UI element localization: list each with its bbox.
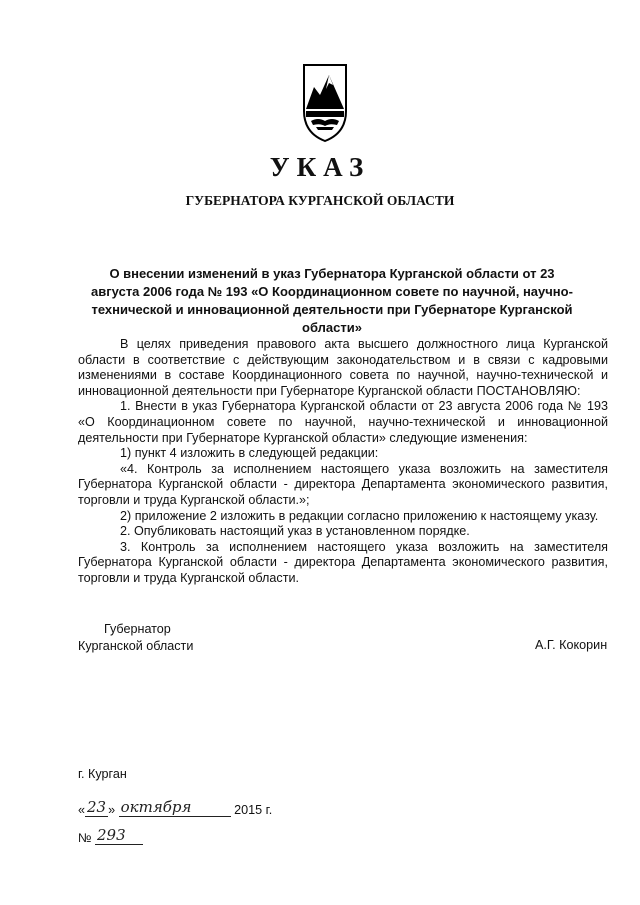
date-open-quote: « bbox=[78, 803, 86, 817]
city-label: г. Курган bbox=[78, 767, 127, 781]
clause-1: 1. Внести в указ Губернатора Курганской области от 23 августа 2006 года № 193 «О Координационном совете по научной, научно-технической и инновационной деятельности при Губернаторе Курганской области» следующие изменения: bbox=[78, 399, 608, 445]
signatory-name: А.Г. Кокорин bbox=[535, 638, 608, 652]
clause-3: 3. Контроль за исполнением настоящего указа возложить на заместителя Губернатора Курганской области - директора Департамента экономического развития, торговли и труда Курганской области. bbox=[78, 539, 608, 585]
date-year: 2015 г. bbox=[234, 803, 273, 817]
clause-1-subitem-2: 2) приложение 2 изложить в редакции согласно приложению к настоящему указу. bbox=[120, 508, 599, 523]
number-line bbox=[78, 826, 143, 848]
preamble-paragraph: В целях приведения правового акта высшего должностного лица Курганской области в соответствие с действующим законодательством и в связи с кадровыми изменениями в составе Координационного совета по научной, научно-технической и инновационной деятельности при Губернаторе Курганской области ПОСТАНОВЛЯЮ: bbox=[78, 337, 608, 398]
date-day-handwritten: 23 bbox=[87, 798, 107, 816]
number-value-handwritten: 293 bbox=[95, 826, 143, 845]
signature-position-line2: Курганской области bbox=[78, 639, 194, 653]
signature-position bbox=[78, 621, 193, 655]
date-month-handwritten: октября bbox=[119, 798, 231, 817]
document-title: УКАЗ bbox=[269, 152, 371, 182]
decree-body bbox=[78, 337, 608, 587]
number-label: № bbox=[78, 831, 92, 845]
clause-1-quoted-text: «4. Контроль за исполнением настоящего указа возложить на заместителя Губернатора Курганской области - директора Департамента экономического развития, торговли и труда Курганской области.»; bbox=[78, 461, 608, 507]
date-close-quote: » bbox=[108, 803, 116, 817]
date-line bbox=[78, 798, 272, 820]
signature-position-line1: Губернатор bbox=[104, 622, 171, 636]
coat-of-arms-emblem bbox=[302, 63, 348, 143]
decree-heading: О внесении изменений в указ Губернатора Курганской области от 23 августа 2006 года № 193 «О Координационном совете по научной, научно-технической и инновационной деятельности при Губернаторе Курганской области» bbox=[91, 266, 573, 335]
clause-2: 2. Опубликовать настоящий указ в установленном порядке. bbox=[120, 524, 470, 539]
document-subtitle: ГУБЕРНАТОРА КУРГАНСКОЙ ОБЛАСТИ bbox=[185, 193, 455, 208]
clause-1-subitem-1: 1) пункт 4 изложить в следующей редакции: bbox=[120, 446, 379, 461]
